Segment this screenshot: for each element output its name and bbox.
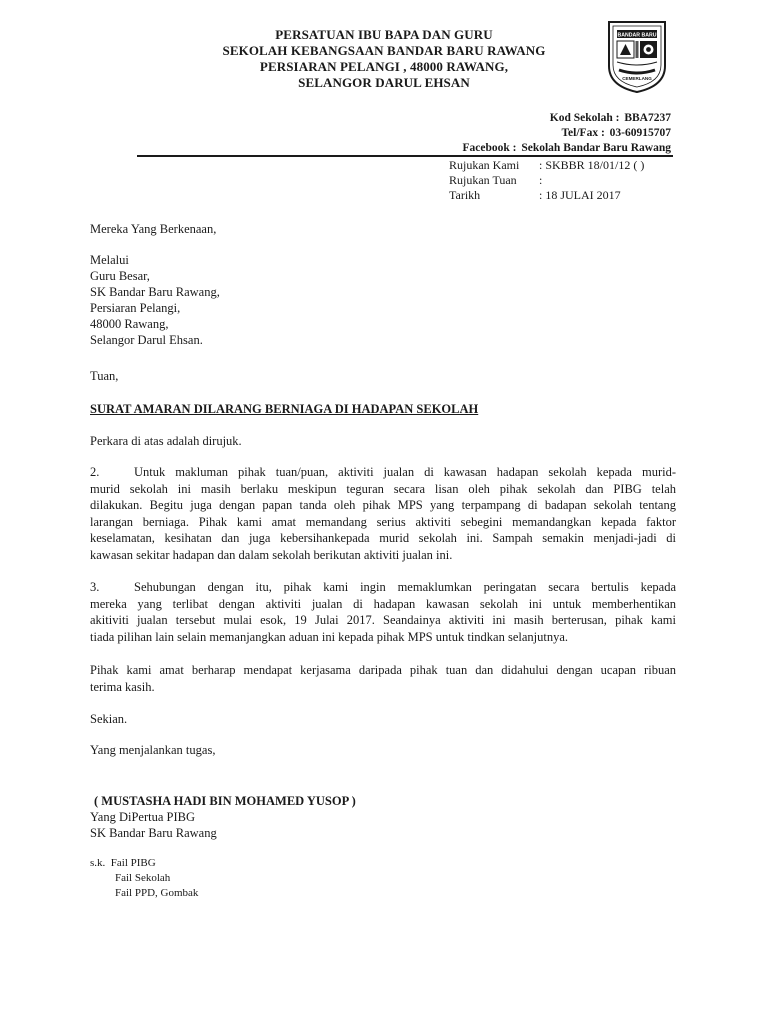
paragraph-line: keselamatan, kesihatan dan juga kebersihankepada murid sekolah ini. Sampah semakin menjadi-jadi di [90,531,676,545]
reference-label: Rujukan Tuan [449,173,517,187]
address-line: 48000 Rawang, [90,317,169,331]
sign-off: Sekian. [90,712,128,726]
reference-row [449,158,644,173]
contact-details [420,111,671,156]
reference-row [449,188,644,203]
organisation-header [200,27,568,91]
paragraph-number: 3. [90,580,100,594]
school-code-line [420,111,671,126]
school-code-value: BBA7237 [624,112,671,124]
paragraph-line: larangan berniaga. Pihak kami amat memandang serius aktiviti sebegini memandangkan kepada faktor [90,514,676,529]
cc-item: Fail PIBG [110,857,156,869]
paragraph-3 [90,579,676,645]
reference-value: : [539,173,543,187]
paragraph-line: dilakukan. Begitu juga dengan papan tanda oleh pihak MPS yang terpampang di badapan sekolah tentang [90,498,676,512]
facebook-line [420,141,671,156]
address-line: SK Bandar Baru Rawang, [90,285,220,299]
reference-row [449,173,644,188]
address-line: Guru Besar, [90,269,150,283]
school-name: SEKOLAH KEBANGSAAN BANDAR BARU RAWANG [222,43,546,58]
facebook-label: Facebook : [462,142,517,154]
paragraph-line: Pihak kami amat berharap mendapat kerjasama daripada pihak tuan dan didahului dengan ucapan ribuan [90,663,676,677]
cc-item: Fail Sekolah [115,872,171,884]
svg-text:BANDAR BARU: BANDAR BARU [617,32,657,39]
signer-name: ( MUSTASHA HADI BIN MOHAMED YUSOP ) [94,794,356,808]
address-line: Selangor Darul Ehsan. [90,333,203,347]
header-divider [137,155,673,157]
date-label: Tarikh [449,188,481,202]
general-salutation: Mereka Yang Berkenaan, [90,222,217,236]
paragraph-line: tiada pilihan lain selain memanjangkan aduan ini kepada pihak MPS untuk tindkan selanjutnya. [90,629,569,644]
paragraph-2 [90,464,676,563]
signer-title: Yang DiPertua PIBG [90,810,195,824]
telfax-label: Tel/Fax : [561,127,605,139]
school-code-label: Kod Sekolah : [549,112,620,124]
reference-block [449,158,644,203]
recipient-address [90,252,220,348]
paragraph-line: kawasan sekitar hadapan dan dalam sekolah berikutan aktiviti jualan ini. [90,547,453,562]
paragraph-line: 3. Sehubungan dengan itu, pihak kami ingin memaklumkan peringatan secara bertulis kepada [90,580,676,594]
cc-row [90,856,198,871]
signer-details [90,809,217,841]
facebook-value: Sekolah Bandar Baru Rawang [521,142,671,154]
intro-paragraph: Perkara di atas adalah dirujuk. [90,434,242,448]
reference-label: Rujukan Kami [449,158,520,172]
paragraph-number: 2. [90,465,100,479]
paragraph-line: terima kasih. [90,679,155,694]
address-line: Persiaran Pelangi, [90,301,181,315]
paragraph-line: akitiviti jualan tersebut mulai esok, 19 Julai 2017. Seandainya aktiviti ini masih berterusan, pihak kami [90,613,676,627]
paragraph-line: 2. Untuk makluman pihak tuan/puan, aktiviti jualan di kawasan hadapan sekolah kepada murid- [90,465,676,479]
duty-line: Yang menjalankan tugas, [90,743,216,757]
salutation: Tuan, [90,369,119,383]
cc-item: Fail PPD, Gombak [115,887,199,899]
reference-value: : SKBBR 18/01/12 ( ) [539,158,645,172]
closing-paragraph [90,662,676,695]
via-label: Melalui [90,253,129,267]
telfax-value: 03-60915707 [609,127,671,139]
paragraph-line: murid sekolah ini masih berlaku meskipun teguran secara lisan oleh pihak sekolah dan PIBG telah [90,481,676,496]
school-crest-logo [606,20,668,94]
address-line: PERSIARAN PELANGI , 48000 RAWANG, [259,59,509,74]
paragraph-line: mereka yang terlibat dengan aktiviti jualan di hadapan kawasan sekolah ini untuk memberhentikan [90,596,676,611]
signer-organisation: SK Bandar Baru Rawang [90,826,217,840]
cc-label: s.k. [90,857,106,869]
copy-to-list [90,856,198,901]
state-line: SELANGOR DARUL EHSAN [298,75,470,90]
letter-subject: SURAT AMARAN DILARANG BERNIAGA DI HADAPAN SEKOLAH [90,402,479,416]
date-value: : 18 JULAI 2017 [539,188,621,202]
svg-text:CEMERLANG: CEMERLANG [622,76,652,81]
telfax-line [420,126,671,141]
org-name: PERSATUAN IBU BAPA DAN GURU [275,27,493,42]
